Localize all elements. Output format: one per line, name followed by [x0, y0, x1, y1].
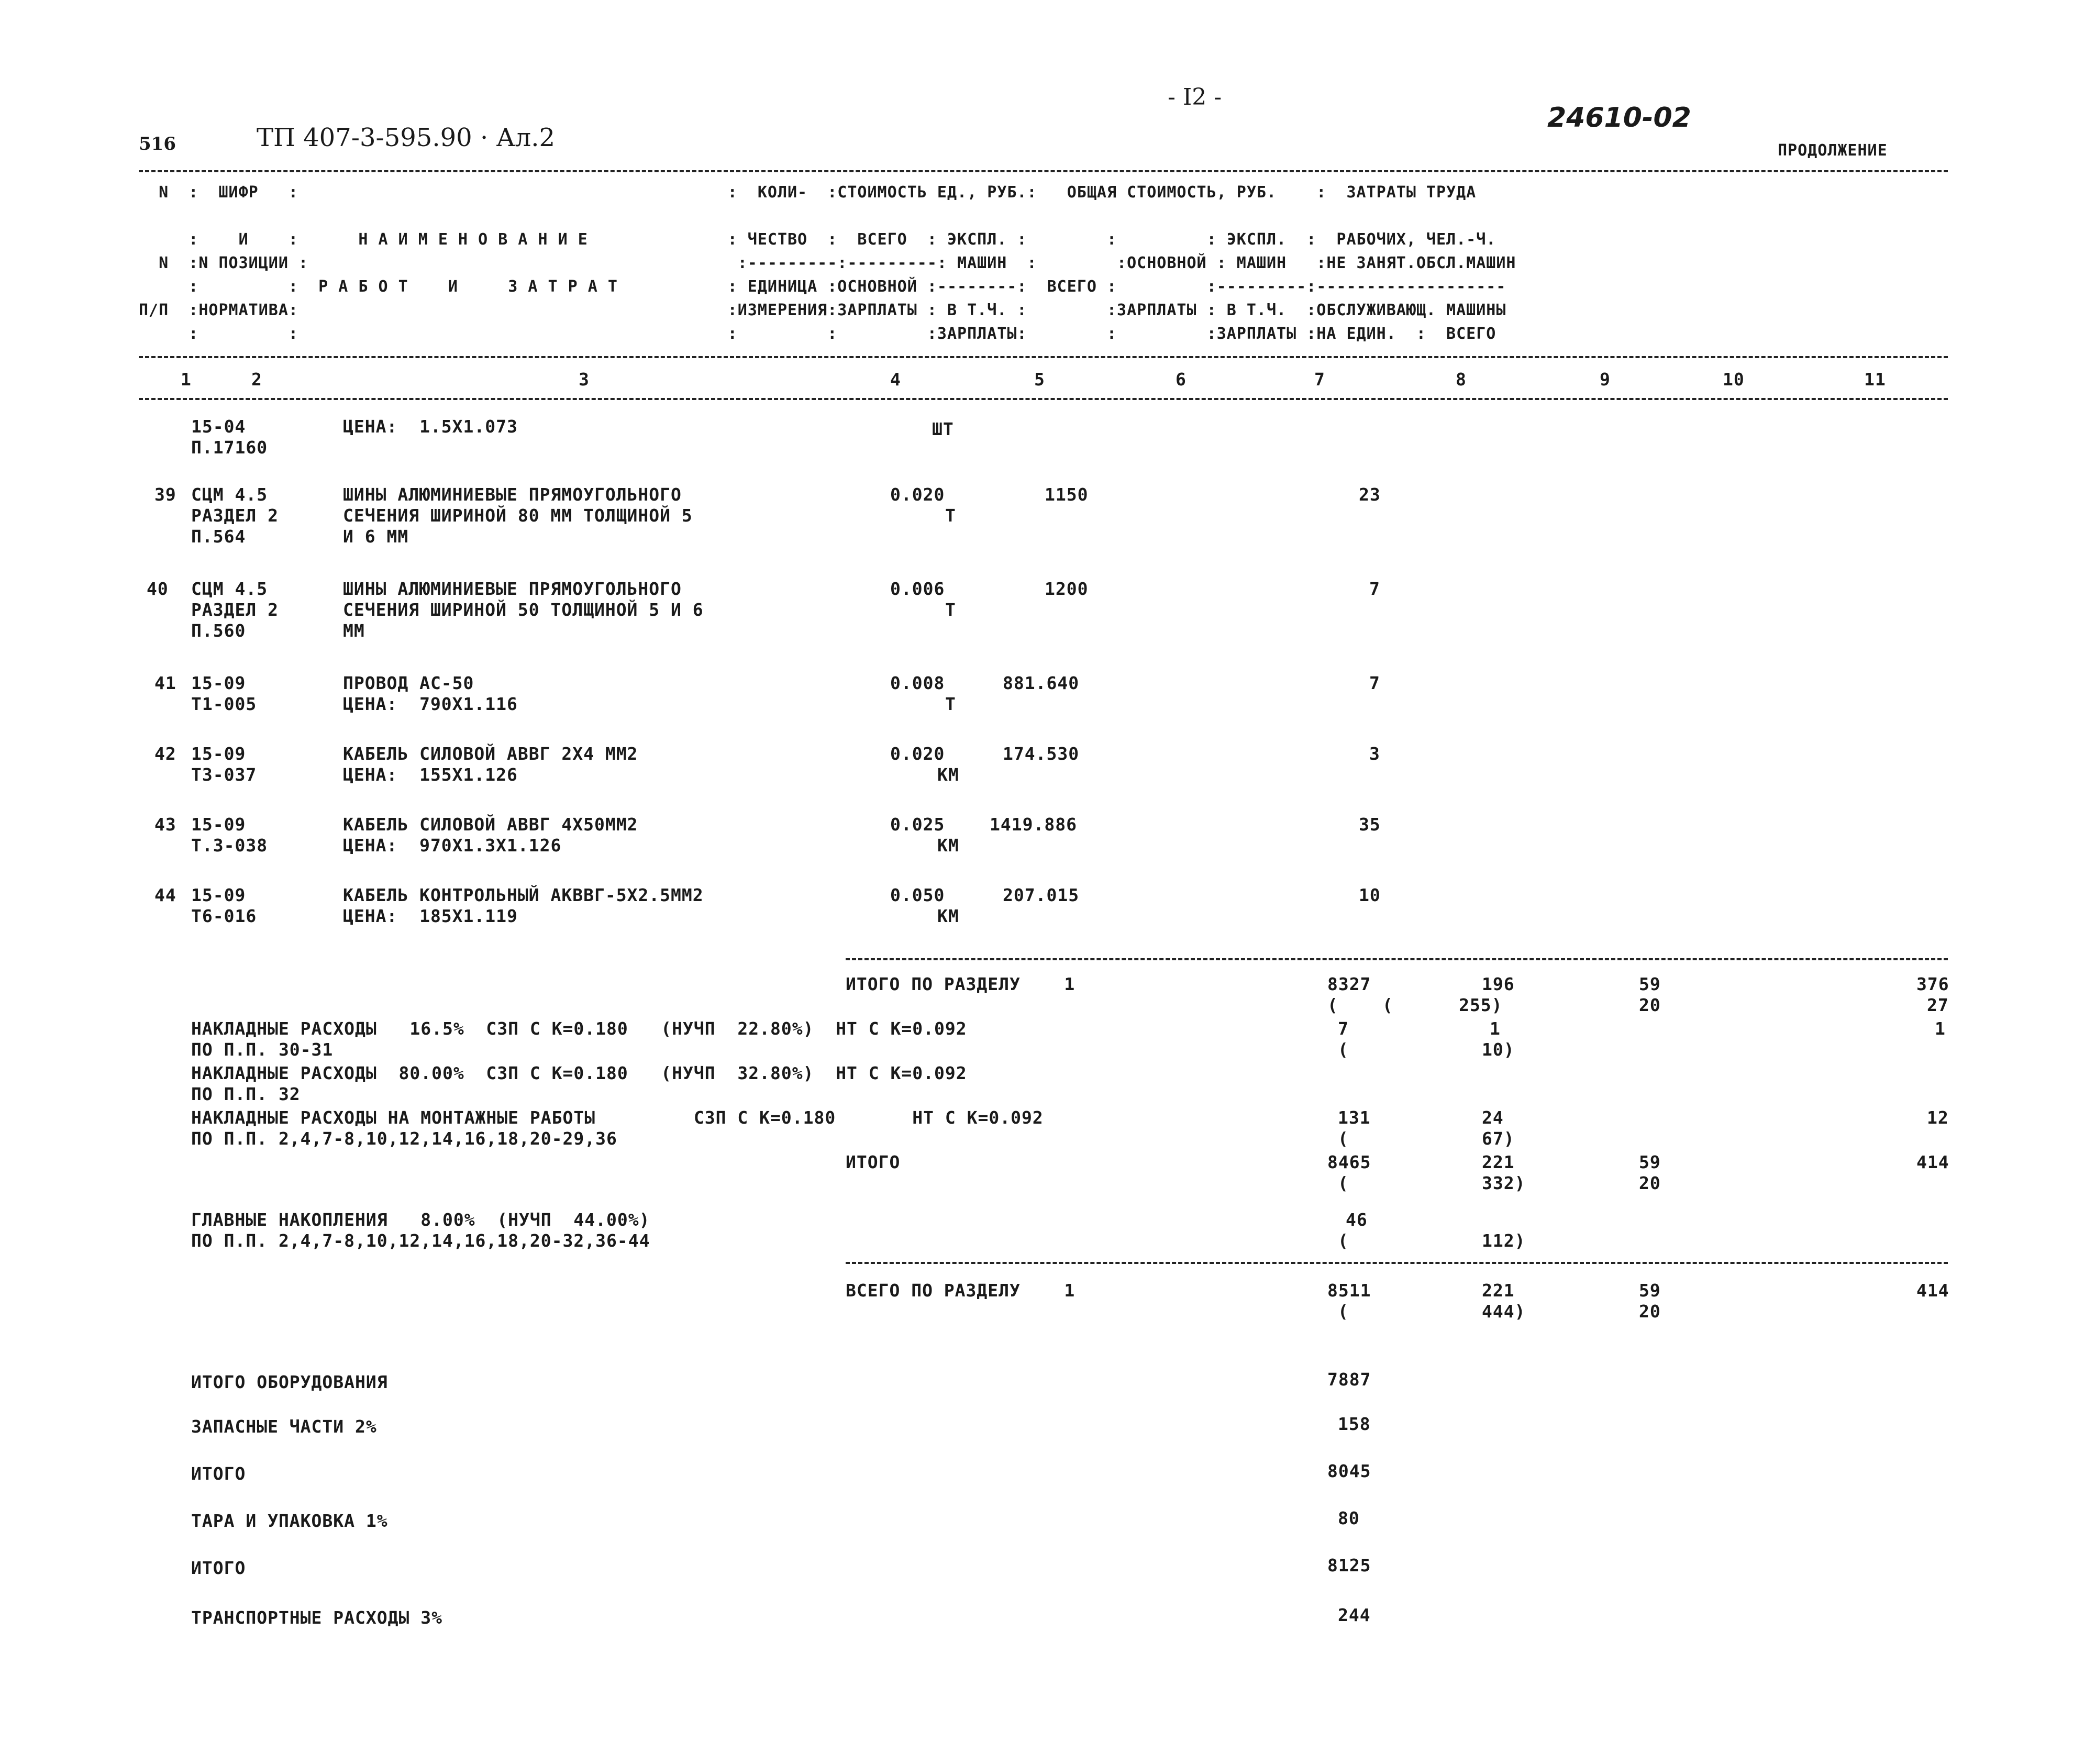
- itogo-col8: 221: [1482, 1152, 1515, 1172]
- row-total: 10: [1359, 885, 1381, 905]
- total-col8-paren: ( 255): [1382, 995, 1503, 1015]
- itogo-col7: 8465: [1327, 1152, 1371, 1172]
- row-total: 7: [1369, 579, 1380, 599]
- grand-col9-paren: 20: [1639, 1301, 1661, 1322]
- row-code-line: 15-09: [191, 744, 246, 764]
- row-unit: Т: [945, 694, 956, 714]
- col-number-7: 7: [1314, 369, 1325, 390]
- row-name-line: КАБЕЛЬ СИЛОВОЙ АВВГ 2Х4 ММ2: [343, 744, 638, 764]
- col-number-2: 2: [251, 369, 262, 390]
- row-code-line: П.560: [191, 620, 246, 641]
- summary-value: 8125: [1327, 1555, 1371, 1576]
- document-code: ТП 407-3-595.90 · Ал.2: [257, 123, 556, 152]
- col-number-11: 11: [1864, 369, 1886, 390]
- row-name-line: ПРОВОД АС-50: [343, 673, 474, 693]
- overhead-1: НАКЛАДНЫЕ РАСХОДЫ 16.5% СЗП С К=0.180 (НУЧП 22.80%) НТ С К=0.092: [191, 1018, 967, 1039]
- row-unit-price: 1419.886: [990, 814, 1077, 835]
- accumulations: ГЛАВНЫЕ НАКОПЛЕНИЯ 8.00% (НУЧП 44.00%): [191, 1210, 650, 1230]
- col-number-3: 3: [579, 369, 590, 390]
- header-line-1: N : ШИФР : : КОЛИ- :СТОИМОСТЬ ЕД., РУБ.: ОБЩАЯ СТОИМОСТЬ, РУБ. : ЗАТРАТЫ ТРУДА: [139, 183, 1477, 202]
- summary-label: ЗАПАСНЫЕ ЧАСТИ 2%: [191, 1416, 377, 1437]
- row-unit: ШТ: [932, 419, 954, 439]
- row-number: 43: [154, 814, 176, 835]
- overhead-2: НАКЛАДНЫЕ РАСХОДЫ 80.00% СЗП С К=0.180 (НУЧП 32.80%) НТ С К=0.092: [191, 1063, 967, 1083]
- row-code-line: Т.3-038: [191, 835, 268, 856]
- row-name-line: СЕЧЕНИЯ ШИРИНОЙ 80 ММ ТОЛЩИНОЙ 5: [343, 505, 693, 526]
- overhead-1-col8-paren: 10): [1482, 1039, 1515, 1060]
- row-name-line: ММ: [343, 620, 365, 641]
- overhead-1-col7: 7: [1338, 1018, 1349, 1039]
- row-quantity: 0.008: [890, 673, 945, 693]
- accumulations-col7: 46: [1346, 1210, 1368, 1230]
- row-quantity: 0.020: [890, 744, 945, 764]
- grand-col11: 414: [1916, 1280, 1949, 1301]
- row-code-line: 15-04: [191, 416, 246, 437]
- accumulations-col8-paren: 112): [1482, 1230, 1526, 1251]
- overhead-3-col8: 24: [1482, 1107, 1504, 1128]
- row-name-line: ЦЕНА: 970X1.3X1.126: [343, 835, 562, 856]
- overhead-1-col8: 1: [1490, 1018, 1501, 1039]
- summary-value: 8045: [1327, 1461, 1371, 1481]
- summary-label: ТРАНСПОРТНЫЕ РАСХОДЫ 3%: [191, 1607, 442, 1628]
- row-unit-price: 881.640: [1003, 673, 1080, 693]
- overhead-3-col8-paren: 67): [1482, 1128, 1515, 1149]
- row-unit-price: 1200: [1045, 579, 1089, 599]
- row-code-line: РАЗДЕЛ 2: [191, 600, 279, 620]
- header-top-rule: [139, 170, 1948, 172]
- row-quantity: 0.006: [890, 579, 945, 599]
- accumulations-col7-paren: (: [1338, 1230, 1349, 1251]
- row-code-line: П.564: [191, 526, 246, 547]
- col-number-5: 5: [1034, 369, 1045, 390]
- summary-value: 158: [1338, 1414, 1371, 1434]
- itogo-col9-paren: 20: [1639, 1173, 1661, 1193]
- grand-col9: 59: [1639, 1280, 1661, 1301]
- row-code-line: Т1-005: [191, 694, 257, 714]
- total-col9-paren: 20: [1639, 995, 1661, 1015]
- row-name-line: СЕЧЕНИЯ ШИРИНОЙ 50 ТОЛЩИНОЙ 5 И 6: [343, 600, 704, 620]
- row-code-line: 15-09: [191, 814, 246, 835]
- row-code-line: РАЗДЕЛ 2: [191, 505, 279, 526]
- row-name-line: И 6 ММ: [343, 526, 409, 547]
- row-unit: Т: [945, 600, 956, 620]
- row-unit-price: 174.530: [1003, 744, 1080, 764]
- col-number-8: 8: [1456, 369, 1467, 390]
- header-line-2: : И : Н А И М Е Н О В А Н И Е : ЧЕСТВО : ВСЕГО : ЭКСПЛ. : : : ЭКСПЛ. : РАБОЧИХ, ЧЕЛ.-Ч.: [139, 230, 1496, 249]
- header-mid-rule: [139, 356, 1948, 358]
- sheet-number: 516: [139, 134, 176, 154]
- itogo-col9: 59: [1639, 1152, 1661, 1172]
- row-number: 42: [154, 744, 176, 764]
- row-quantity: 0.050: [890, 885, 945, 905]
- total-col7: 8327: [1327, 974, 1371, 994]
- row-number: 44: [154, 885, 176, 905]
- grand-col7: 8511: [1327, 1280, 1371, 1301]
- row-total: 3: [1369, 744, 1380, 764]
- col-number-9: 9: [1600, 369, 1611, 390]
- overhead-3-col11: 12: [1927, 1107, 1949, 1128]
- continuation-label: ПРОДОЛЖЕНИЕ: [1778, 141, 1888, 160]
- overhead-3: НАКЛАДНЫЕ РАСХОДЫ НА МОНТАЖНЫЕ РАБОТЫ СЗП С К=0.180 НТ С К=0.092: [191, 1107, 1044, 1128]
- summary-value: 7887: [1327, 1369, 1371, 1390]
- summary-value: 244: [1338, 1605, 1371, 1625]
- row-number: 41: [154, 673, 176, 693]
- header-line-6: : : : : :ЗАРПЛАТЫ: : :ЗАРПЛАТЫ :НА ЕДИН. : ВСЕГО: [139, 325, 1496, 343]
- itogo-col11: 414: [1916, 1152, 1949, 1172]
- total-col8: 196: [1482, 974, 1515, 994]
- total-col11: 376: [1916, 974, 1949, 994]
- row-code-line: 15-09: [191, 885, 246, 905]
- section-grand-total-label: ВСЕГО ПО РАЗДЕЛУ 1: [846, 1280, 1076, 1301]
- row-number: 39: [154, 484, 176, 505]
- row-unit: КМ: [937, 906, 959, 926]
- page-number: - I2 -: [1168, 84, 1222, 110]
- header-bottom-rule: [139, 398, 1948, 400]
- total-col7-paren: (: [1327, 995, 1338, 1015]
- row-unit: Т: [945, 505, 956, 526]
- overhead-1-col11: 1: [1935, 1018, 1946, 1039]
- section-total-label: ИТОГО ПО РАЗДЕЛУ 1: [846, 974, 1076, 994]
- overhead-3-ref: ПО П.П. 2,4,7-8,10,12,14,16,18,20-29,36: [191, 1128, 617, 1149]
- row-code-line: СЦМ 4.5: [191, 484, 268, 505]
- row-code-line: Т6-016: [191, 906, 257, 926]
- summary-label: ИТОГО: [191, 1463, 246, 1484]
- col-number-10: 10: [1723, 369, 1745, 390]
- col-number-1: 1: [181, 369, 192, 390]
- grand-col8: 221: [1482, 1280, 1515, 1301]
- overhead-3-col7-paren: (: [1338, 1128, 1349, 1149]
- row-name-line: КАБЕЛЬ СИЛОВОЙ АВВГ 4X50ММ2: [343, 814, 638, 835]
- stamp-number: 24610-02: [1547, 102, 1691, 134]
- row-name-line: ШИНЫ АЛЮМИНИЕВЫЕ ПРЯМОУГОЛЬНОГО: [343, 579, 682, 599]
- total-col11-paren: 27: [1927, 995, 1949, 1015]
- overhead-3-col7: 131: [1338, 1107, 1371, 1128]
- row-code-line: СЦМ 4.5: [191, 579, 268, 599]
- row-number: 40: [147, 579, 169, 599]
- header-line-3: N :N ПОЗИЦИИ : :---------:---------: МАШИН : :ОСНОВНОЙ : МАШИН :НЕ ЗАНЯТ.ОБСЛ.МАШИН: [139, 254, 1516, 272]
- row-unit-price: 1150: [1045, 484, 1089, 505]
- col-number-4: 4: [890, 369, 901, 390]
- row-name-line: ШИНЫ АЛЮМИНИЕВЫЕ ПРЯМОУГОЛЬНОГО: [343, 484, 682, 505]
- row-name-line: ЦЕНА: 155X1.126: [343, 764, 518, 785]
- row-quantity: 0.025: [890, 814, 945, 835]
- overhead-1-ref: ПО П.П. 30-31: [191, 1039, 334, 1060]
- row-total: 23: [1359, 484, 1381, 505]
- row-quantity: 0.020: [890, 484, 945, 505]
- summary-label: ИТОГО: [191, 1558, 246, 1578]
- summary-value: 80: [1338, 1508, 1360, 1528]
- itogo-label: ИТОГО: [846, 1152, 901, 1172]
- row-total: 7: [1369, 673, 1380, 693]
- row-name-line: ЦЕНА: 1.5X1.073: [343, 416, 518, 437]
- grandtotal-rule: [846, 1262, 1948, 1264]
- total-col9: 59: [1639, 974, 1661, 994]
- row-name-line: ЦЕНА: 790X1.116: [343, 694, 518, 714]
- header-line-5: П/П :НОРМАТИВА: :ИЗМЕРЕНИЯ:ЗАРПЛАТЫ : В Т.Ч. : :ЗАРПЛАТЫ : В Т.Ч. :ОБСЛУЖИВАЮЩ. МАШИНЫ: [139, 301, 1506, 319]
- itogo-col7-paren: (: [1338, 1173, 1349, 1193]
- col-number-6: 6: [1176, 369, 1187, 390]
- overhead-1-col7-paren: (: [1338, 1039, 1349, 1060]
- header-line-4: : : Р А Б О Т И З А Т Р А Т : ЕДИНИЦА :ОСНОВНОЙ :--------: ВСЕГО : :---------:-------------------: [139, 278, 1506, 296]
- row-total: 35: [1359, 814, 1381, 835]
- row-unit: КМ: [937, 764, 959, 785]
- summary-label: ТАРА И УПАКОВКА 1%: [191, 1511, 388, 1531]
- grand-col8-paren: 444): [1482, 1301, 1526, 1322]
- row-code-line: П.17160: [191, 437, 268, 458]
- row-unit-price: 207.015: [1003, 885, 1080, 905]
- row-name-line: ЦЕНА: 185X1.119: [343, 906, 518, 926]
- row-code-line: 15-09: [191, 673, 246, 693]
- row-name-line: КАБЕЛЬ КОНТРОЛЬНЫЙ АКВВГ-5Х2.5ММ2: [343, 885, 704, 905]
- summary-label: ИТОГО ОБОРУДОВАНИЯ: [191, 1372, 388, 1392]
- overhead-2-ref: ПО П.П. 32: [191, 1084, 301, 1104]
- accumulations-ref: ПО П.П. 2,4,7-8,10,12,14,16,18,20-32,36-44: [191, 1230, 650, 1251]
- subtotal-rule: [846, 958, 1948, 960]
- row-code-line: Т3-037: [191, 764, 257, 785]
- grand-col7-paren: (: [1338, 1301, 1349, 1322]
- itogo-col8-paren: 332): [1482, 1173, 1526, 1193]
- row-unit: КМ: [937, 835, 959, 856]
